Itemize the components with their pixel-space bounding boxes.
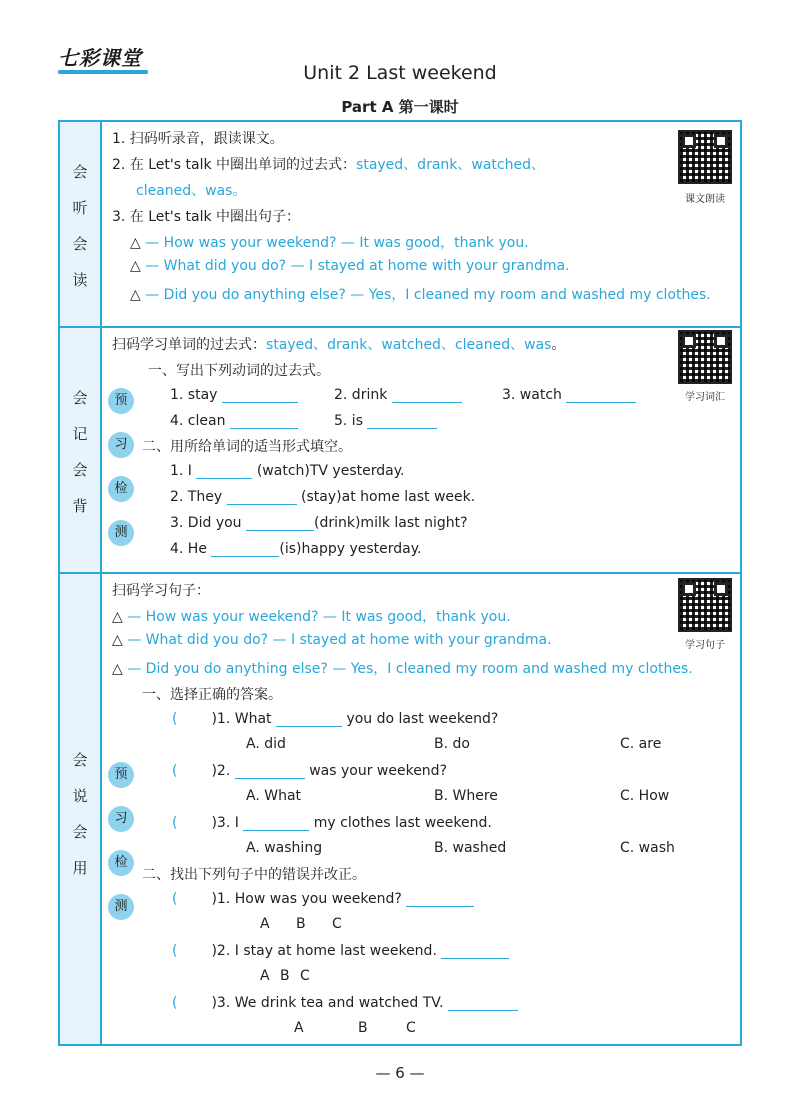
s3-q1: ( )1. What you do last weekend? [172,711,499,727]
worksheet-frame [58,120,742,1046]
badge-test: 测 [108,520,134,546]
s3-q1-option-b[interactable]: B. do [434,736,470,752]
answer-blank[interactable] [406,890,474,907]
s1-item-2 [112,154,545,174]
qr-code-icon[interactable] [678,130,732,184]
error-sentence: I stay at home last weekend. [234,943,437,959]
s3-e2-letter-c: C [300,968,310,984]
badge-check: 检 [108,850,134,876]
s1-sentence-2-text: — What did you do? — I stayed at home with your grandma. [145,258,570,274]
s3-e1-letter-b: B [296,916,306,932]
s3-e3-letter-b: B [358,1020,368,1036]
answer-blank[interactable] [392,386,462,403]
s3-q2: ( )2. was your weekend? [172,763,447,779]
answer-blank[interactable] [441,942,509,959]
section1-label-4: 读 [72,271,88,289]
badge-test: 测 [108,894,134,920]
answer-blank[interactable] [566,386,636,403]
s3-e3: ( )3. We drink tea and watched TV. [172,994,518,1011]
section2-label-1: 会 [72,389,88,407]
s1-item-2-cont: cleaned、was。 [136,183,247,199]
s3-heading-1: 一、选择正确的答案。 [142,687,282,703]
s3-q2-option-c[interactable]: C. How [620,788,670,804]
triangle-icon: △ [112,609,123,625]
s3-e2: ( )2. I stay at home last weekend. [172,942,509,959]
section2-label-3: 会 [72,461,88,479]
page-number: — 6 — [375,1064,425,1082]
s2-heading-1: 一、写出下列动词的过去式。 [148,363,330,379]
s2-fill-2: 2. They (stay)at home last week. [170,489,476,505]
badge-check: 检 [108,476,134,502]
s3-q3-option-a[interactable]: A. washing [246,840,323,856]
s3-heading-2: 二、找出下列句子中的错误并改正。 [142,867,366,883]
triangle-icon: △ [130,235,141,251]
s2-fill-3: 3. Did you (drink)milk last night? [170,515,468,531]
answer-blank[interactable] [196,462,252,479]
s2-intro-end: 。 [551,337,566,353]
s1-sentence-3-text: — Did you do anything else? — Yes，I cleaned my room and washed my clothes. [145,287,711,303]
badge-preview: 预 [108,388,134,414]
qr-label: 学习句子 [685,640,725,651]
s3-e1-letter-a: A [260,916,270,932]
section3-label-4: 用 [72,859,88,877]
s3-e1-letter-c: C [332,916,342,932]
triangle-icon: △ [112,632,123,648]
s2-word-5: 5. is [334,412,437,429]
section-divider [60,326,740,328]
s3-q3: ( )3. I my clothes last weekend. [172,815,492,831]
qr-label: 学习词汇 [685,392,725,403]
s2-intro [112,334,565,354]
triangle-icon: △ [130,258,141,274]
answer-blank[interactable] [230,412,298,429]
s3-e3-letter-c: C [406,1020,416,1036]
answer-blank[interactable] [211,540,279,557]
brand-logo: 七彩课堂 [58,42,142,71]
section1-label-3: 会 [72,235,88,253]
section3-label-1: 会 [72,751,88,769]
s2-fill-1: 1. I (watch)TV yesterday. [170,463,405,479]
badge-study: 习 [108,432,134,458]
answer-blank[interactable] [246,514,314,531]
page-subtitle: Part A 第一课时 [341,98,459,116]
s3-q2-option-b[interactable]: B. Where [434,788,498,804]
badge-preview: 预 [108,762,134,788]
s1-item-1: 1. 扫码听录音，跟读课文。 [112,131,284,147]
s1-item-3: 3. 在 Let's talk 中圈出句子： [112,209,301,225]
badge-study: 习 [108,806,134,832]
s2-fill-4: 4. He (is)happy yesterday. [170,541,422,557]
s2-word-1: 1. stay [170,386,298,403]
s3-q1-option-a[interactable]: A. did [246,736,286,752]
s1-item-2-words: stayed、drank、watched、 [356,157,545,173]
s3-q1-option-c[interactable]: C. are [620,736,662,752]
s2-intro-prefix: 扫码学习单词的过去式： [112,337,266,353]
s1-sentence-3 [130,284,711,304]
s2-word-2: 2. drink [334,386,462,403]
s3-e2-letter-a: A [260,968,270,984]
section1-label-2: 听 [72,199,88,217]
qr-label: 课文朗读 [685,194,725,205]
s2-intro-words: stayed、drank、watched、cleaned、was [266,337,552,353]
answer-blank[interactable] [367,412,437,429]
section2-label-2: 记 [72,425,88,443]
error-sentence: How was you weekend? [234,891,402,907]
s3-sentence-1: △ — How was your weekend? — It was good，thank you. [112,609,511,625]
s3-q3-option-c[interactable]: C. wash [620,840,675,856]
s1-sentence-1-text: — How was your weekend? — It was good，thank you. [145,235,529,251]
s3-intro: 扫码学习句子： [112,583,210,599]
answer-blank[interactable] [227,488,297,505]
s1-item-2-prefix: 2. 在 Let's talk 中圈出单词的过去式： [112,157,357,173]
s2-heading-2: 二、用所给单词的适当形式填空。 [142,439,352,455]
s3-sentence-2: △ — What did you do? — I stayed at home with your grandma. [112,632,552,648]
section3-label-2: 说 [72,787,88,805]
s3-e1: ( )1. How was you weekend? [172,890,474,907]
answer-blank[interactable] [276,710,342,727]
qr-code-icon[interactable] [678,578,732,632]
s2-word-3: 3. watch [502,386,636,403]
error-sentence: We drink tea and watched TV. [234,995,444,1011]
page-title: Unit 2 Last weekend [303,62,497,84]
s3-e2-letter-b: B [280,968,290,984]
section-divider [60,572,740,574]
s3-sentence-3: △ — Did you do anything else? — Yes，I cleaned my room and washed my clothes. [112,661,693,677]
section3-label-3: 会 [72,823,88,841]
qr-code-icon[interactable] [678,330,732,384]
section1-label-1: 会 [72,163,88,181]
s1-sentence-1 [130,232,529,252]
section2-label-4: 背 [72,497,88,515]
answer-blank[interactable] [235,762,305,779]
s3-e3-letter-a: A [294,1020,304,1036]
s1-sentence-2 [130,258,570,274]
answer-blank[interactable] [448,994,518,1011]
triangle-icon: △ [130,287,141,303]
s3-q3-option-b[interactable]: B. washed [434,840,507,856]
triangle-icon: △ [112,661,123,677]
s3-q2-option-a[interactable]: A. What [246,788,302,804]
answer-blank[interactable] [243,814,309,831]
answer-blank[interactable] [222,386,298,403]
s2-word-4: 4. clean [170,412,298,429]
